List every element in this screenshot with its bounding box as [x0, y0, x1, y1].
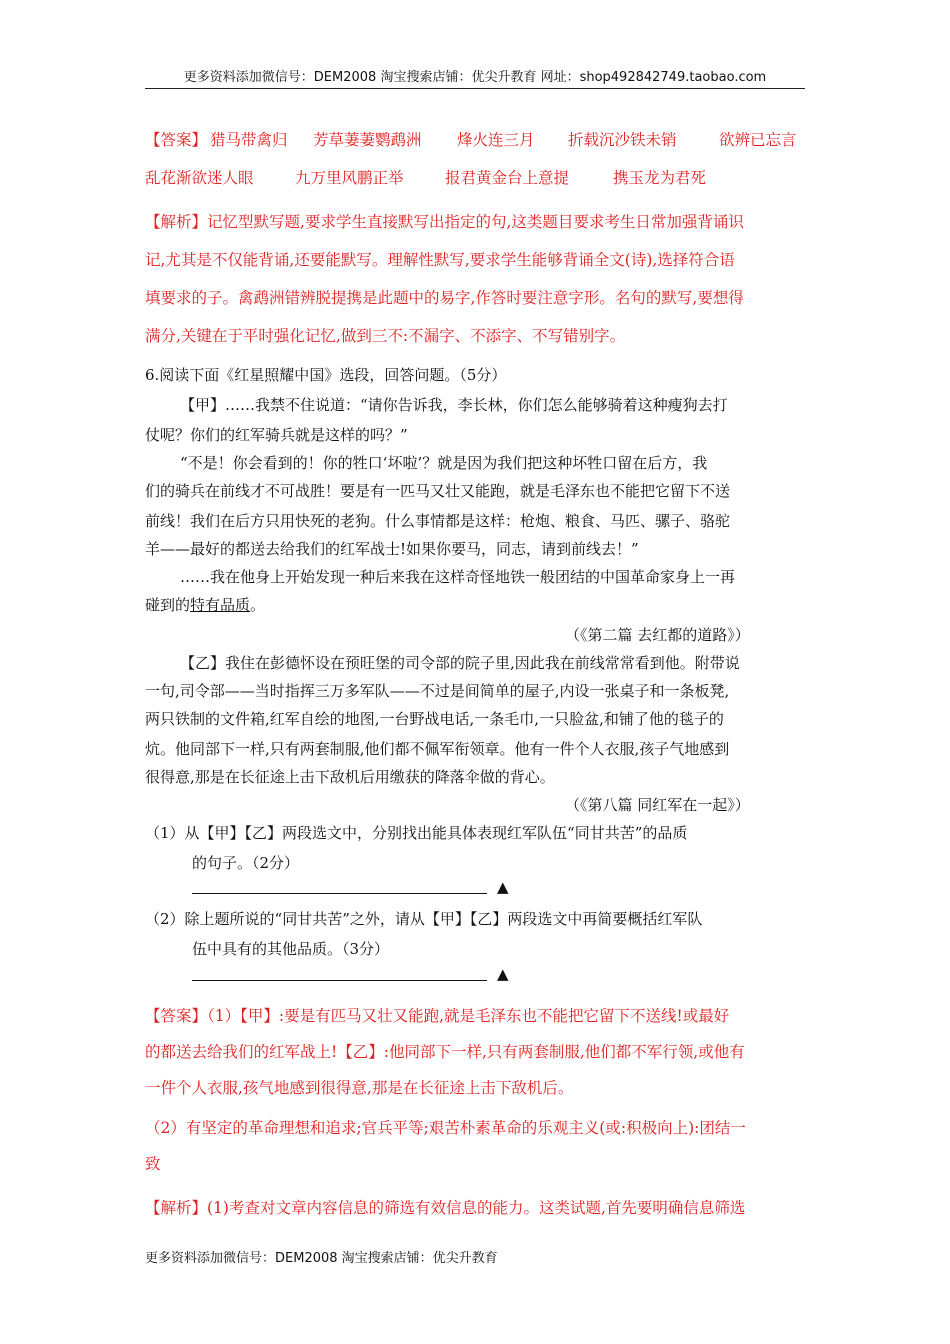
answer6-line: 【答案】（1）【甲】:要是有匹马又壮又能跑,就是毛泽东也不能把它留下不送线!或最好: [145, 1007, 730, 1025]
analysis5-line: 记,尤其是不仅能背诵,还要能默写。理解性默写,要求学生能够背诵全文(诗),选择符合语: [145, 251, 735, 269]
sub-question-1: （1）从【甲】【乙】两段选文中，分别找出能具体表现红军队伍“同甘共苦”的品质: [145, 824, 688, 842]
page-header: 更多资料添加微信号：DEM2008 淘宝搜索店铺：优尖升教育 网址：shop492842749.taobao.com: [183, 70, 767, 85]
passage-jia-line: “不是！你会看到的！你的牲口‘坏啦’？就是因为我们把这种坏牲口留在后方，我: [180, 454, 708, 472]
passage-jia-last-line: [145, 594, 265, 615]
answer5-item: 携玉龙为君死: [613, 169, 707, 187]
page-footer: 更多资料添加微信号：DEM2008 淘宝搜索店铺：优尖升教育: [145, 1251, 498, 1266]
passage-jia-line: ……我在他身上开始发现一种后来我在这样奇怪地铁一般团结的中国革命家身上一再: [180, 568, 736, 586]
text-segment: 碰到的: [145, 596, 191, 614]
answer5-item: 欲辨已忘言: [719, 131, 797, 149]
passage-yi-line: 两只铁制的文件箱,红军自绘的地图,一台野战电话,一条毛巾,一只脸盆,和铺了他的毯子的: [145, 710, 724, 728]
analysis5-line: 填要求的子。禽鹉洲错辨脱提携是此题中的易字,作答时要注意字形。名句的默写,要想得: [145, 289, 744, 307]
analysis-text: 记忆型默写题,要求学生直接默写出指定的句,这类题目要求考生日常加强背诵识: [207, 213, 744, 231]
passage-jia-line: 们的骑兵在前线才不可战胜！要是有一匹马又壮又能跑，就是毛泽东也不能把它留下不送: [145, 482, 731, 500]
underlined-term: 特有品质: [190, 596, 251, 614]
sub-question-2-cont: 伍中具有的其他品质。（3分）: [192, 940, 390, 958]
answer6-line: 的都送去给我们的红军战上!【乙】:他同部下一样,只有两套制服,他们都不军行领,或他有: [145, 1043, 745, 1061]
passage-yi-line: 很得意,那是在长征途上击下敌机后用缴获的降落伞做的背心。: [145, 768, 555, 786]
answer5-item: 报君黄金台上意提: [445, 169, 570, 187]
analysis5-line: [145, 210, 744, 232]
passage-yi-source: （《第八篇 同红军在一起》）: [565, 796, 750, 814]
passage-jia-line: 【甲】……我禁不住说道：“请你告诉我，李长林，你们怎么能够骑着这种瘦狗去打: [180, 396, 728, 414]
sub-question-2: （2）除上题所说的“同甘共苦”之外，请从【甲】【乙】两段选文中再简要概括红军队: [145, 910, 703, 928]
sub-question-1-cont: 的句子。（2分）: [192, 854, 300, 872]
passage-jia-line: 前线！我们在后方只用快死的老狗。什么事情都是这样：枪炮、粮食、马匹、骡子、骆驼: [145, 512, 731, 530]
passage-yi-line: 一句,司令部——当时指挥三万多军队——不过是间简单的屋子,内设一张桌子和一条板凳,: [145, 682, 730, 700]
passage-jia-source: （《第二篇 去红都的道路》）: [565, 626, 750, 644]
answer5-item: 折载沉沙铁未销: [568, 131, 677, 149]
answer6-line: 一件个人衣服,孩气地感到很得意,那是在长征途上击下敌机后。: [145, 1079, 574, 1097]
text-segment: 。: [250, 596, 266, 614]
analysis-label: 【解析】: [145, 213, 208, 231]
analysis6-line: 【解析】(1)考查对文章内容信息的筛选有效信息的能力。这类试题,首先要明确信息筛选: [145, 1199, 746, 1217]
passage-jia-line: 仗呢？你们的红军骑兵就是这样的吗？”: [145, 426, 408, 444]
passage-yi-line: 【乙】我住在彭德怀设在预旺堡的司令部的院子里,因此我在前线常常看到他。附带说: [180, 654, 740, 672]
triangle-marker-icon: ▲: [497, 965, 509, 983]
answer-blank-line[interactable]: [192, 980, 487, 981]
answer5-item: 九万里风鹏正举: [295, 169, 404, 187]
answer5-item: 猎马带禽归: [210, 131, 288, 149]
analysis5-line: 满分,关键在于平时强化记忆,做到三不:不漏字、不添字、不写错别字。: [145, 327, 626, 345]
passage-yi-line: 炕。他同部下一样,只有两套制服,他们都不佩军衔领章。他有一件个人衣服,孩子气地感到: [145, 740, 730, 758]
answer-blank-line[interactable]: [192, 893, 487, 894]
answer6-line: （2）有坚定的革命理想和追求;官兵平等;艰苦朴素革命的乐观主义(或:积极向上):团结一: [145, 1119, 746, 1137]
answer-label: 【答案】: [145, 131, 208, 149]
answer6-line: 致: [145, 1155, 161, 1173]
triangle-marker-icon: ▲: [497, 878, 509, 896]
question6-title: 6.阅读下面《红星照耀中国》选段，回答问题。（5分）: [145, 366, 507, 384]
passage-jia-line: 羊——最好的都送去给我们的红军战士!如果你要马，同志，请到前线去！”: [145, 540, 639, 558]
answer5-item: 烽火连三月: [457, 131, 535, 149]
answer5-item: 乱花渐欲迷人眼: [145, 169, 254, 187]
answer5-item: 芳草萋萋鹦鹉洲: [313, 131, 422, 149]
header-divider: [145, 88, 805, 89]
